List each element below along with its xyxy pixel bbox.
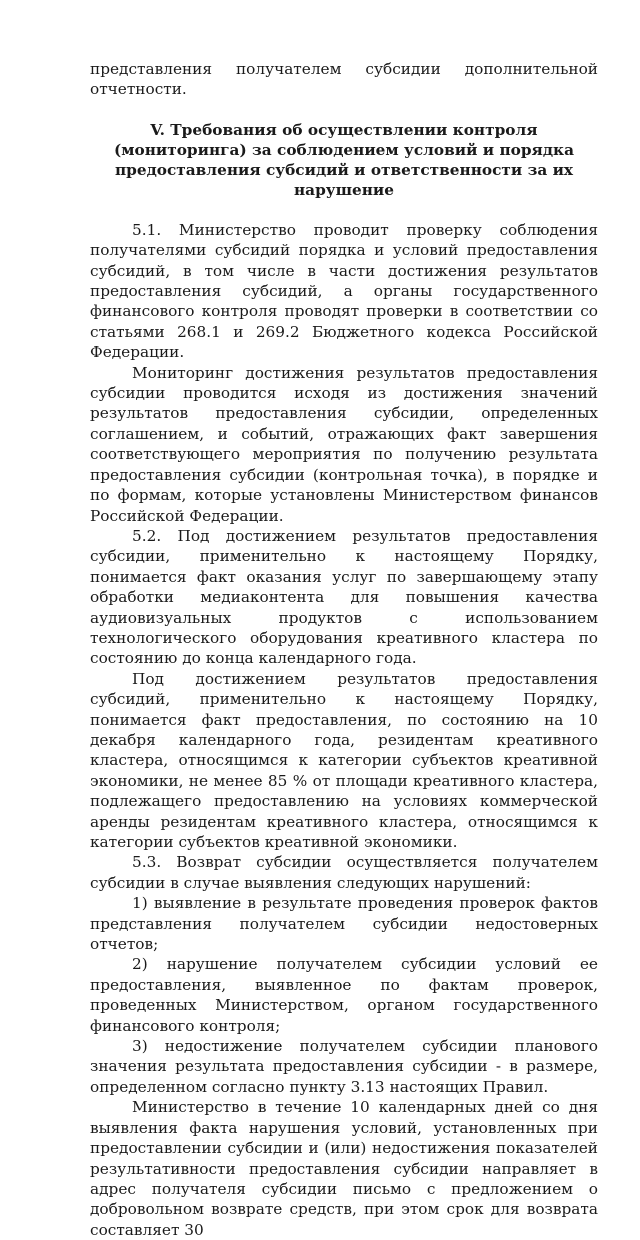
paragraph-ministry-notice: Министерство в течение 10 календарных дней со дня выявления факта нарушения условий, установленных при предоставлении субсидии и (или) недостижения показателей результативности предоставления субсидии направляет в адрес получателя субсидии письмо с предложением о добровольном возврате средств, при этом срок для возврата составляет 30	[90, 1098, 598, 1239]
section-heading: V. Требования об осуществлении контроля (мониторинга) за соблюдением условий и порядка предоставления субсидий и ответственности за их нарушение	[113, 120, 574, 199]
paragraph-5-3: 5.3. Возврат субсидии осуществляется получателем субсидии в случае выявления следующих нарушений:	[90, 853, 598, 892]
paragraph-results-definition: Под достижением результатов предоставления субсидий, применительно к настоящему Порядку, понимается факт предоставления, по состоянию на 10 декабря календарного года, резидентам креативного кластера, относящимся к категории субъектов креативной экономики, не менее 85 % от площади креативного кластера, подлежащего предоставлению на условиях коммерческой аренды резидентам креативного кластера, относящимся к категории субъектов креативной экономики.	[90, 669, 598, 851]
paragraph-monitoring: Мониторинг достижения результатов предоставления субсидии проводится исходя из достижения значений результатов предоставления субсидии, определенных соглашением, и событий, отражающих факт завершения соответствующего мероприятия по получению результата предоставления субсидии (контрольная точка), в порядке и по формам, которые установлены Министерством финансов Российской Федерации.	[90, 363, 598, 525]
list-item-2: 2) нарушение получателем субсидии условий ее предоставления, выявленное по фактам проверок, проведенных Министерством, органом государственного финансового контроля;	[90, 955, 598, 1035]
paragraph-5-1: 5.1. Министерство проводит проверку соблюдения получателями субсидий порядка и условий предоставления субсидий, в том числе в части достижения результатов предоставления субсидий, а органы государственного финансового контроля проводят проверки в соответствии со статьями 268.1 и 269.2 Бюджетного кодекса Российской Федерации.	[90, 220, 598, 362]
list-item-3: 3) недостижение получателем субсидии планового значения результата предоставления субсидии - в размере, определенном согласно пункту 3.13 настоящих Правил.	[90, 1037, 598, 1096]
paragraph-5-2: 5.2. Под достижением результатов предоставления субсидии, применительно к настоящему Порядку, понимается факт оказания услуг по завершающему этапу обработки медиаконтента для повышения качества аудиовизуальных продуктов с использованием технологического оборудования креативного кластера по состоянию до конца календарного года.	[90, 526, 598, 668]
list-item-1: 1) выявление в результате проведения проверок фактов представления получателем субсидии недостоверных отчетов;	[90, 894, 598, 954]
lead-line: представления получателем субсидии дополнительной отчетности.	[90, 60, 598, 99]
document-body	[90, 59, 598, 1240]
